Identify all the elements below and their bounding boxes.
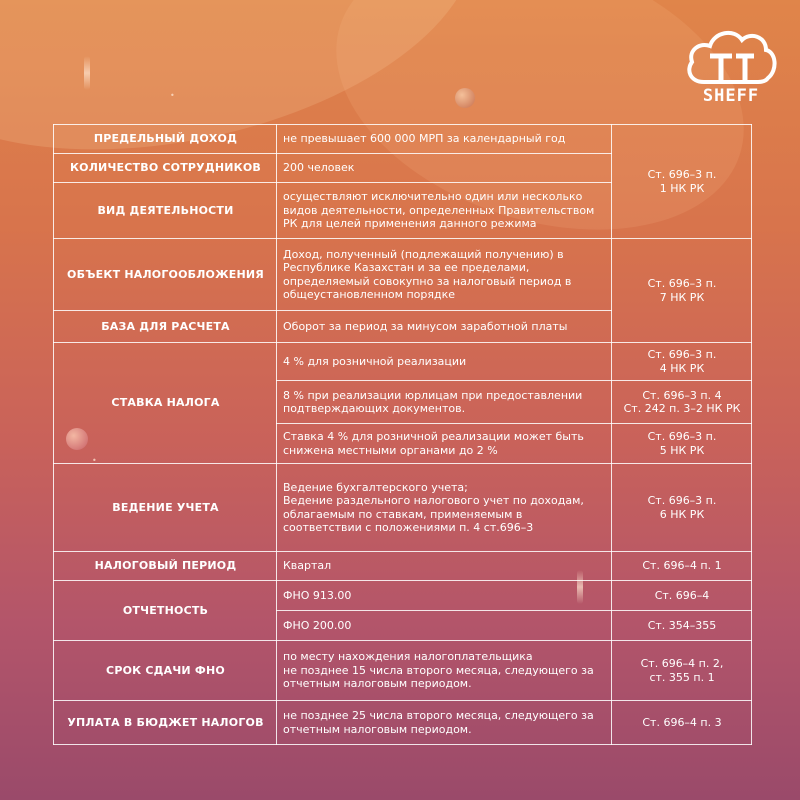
row-description: Оборот за период за минусом заработной платы <box>277 311 612 343</box>
row-reference: Ст. 696–4 <box>612 581 752 611</box>
table-row <box>54 125 752 154</box>
row-reference: Ст. 696–4 п. 3 <box>612 701 752 745</box>
row-label: ВЕДЕНИЕ УЧЕТА <box>54 464 277 552</box>
row-reference: Ст. 696–4 п. 1 <box>612 552 752 581</box>
row-reference: Ст. 696–3 п. 1 НК РК <box>612 125 752 239</box>
row-label: ОТЧЕТНОСТЬ <box>54 581 277 641</box>
row-description: 8 % при реализации юрлицам при предоставлении подтверждающих документов. <box>277 381 612 424</box>
row-label: ОБЪЕКТ НАЛОГООБЛОЖЕНИЯ <box>54 239 277 311</box>
row-label: ПРЕДЕЛЬНЫЙ ДОХОД <box>54 125 277 154</box>
row-label: СРОК СДАЧИ ФНО <box>54 641 277 701</box>
row-description: ФНО 913.00 <box>277 581 612 611</box>
row-label: ВИД ДЕЯТЕЛЬНОСТИ <box>54 183 277 239</box>
sparkle-decoration <box>84 56 90 90</box>
table-row <box>54 464 752 552</box>
row-reference: Ст. 696–3 п. 5 НК РК <box>612 424 752 464</box>
brand-name: SHEFF <box>702 86 760 106</box>
table-row <box>54 581 752 611</box>
row-description: 200 человек <box>277 154 612 183</box>
table-row <box>54 552 752 581</box>
star-decoration: • <box>170 91 175 100</box>
row-description: Доход, полученный (подлежащий получению) в Республике Казахстан и за ее пределами, определяемый совокупно за налоговый период в общеустановленном порядке <box>277 239 612 311</box>
row-label: УПЛАТА В БЮДЖЕТ НАЛОГОВ <box>54 701 277 745</box>
row-label: БАЗА ДЛЯ РАСЧЕТА <box>54 311 277 343</box>
row-description: по месту нахождения налогоплательщика не позднее 15 числа второго месяца, следующего за отчетным налоговым периодом. <box>277 641 612 701</box>
brand-logo <box>684 26 778 116</box>
table-row <box>54 701 752 745</box>
table-row <box>54 239 752 311</box>
row-reference: Ст. 696–3 п. 4 НК РК <box>612 343 752 381</box>
row-description: Ставка 4 % для розничной реализации может быть снижена местными органами до 2 % <box>277 424 612 464</box>
row-reference: Ст. 696–3 п. 7 НК РК <box>612 239 752 343</box>
row-reference: Ст. 354–355 <box>612 611 752 641</box>
row-description: осуществляют исключительно один или несколько видов деятельности, определенных Правительством РК для целей применения данного режима <box>277 183 612 239</box>
row-description: не превышает 600 000 МРП за календарный год <box>277 125 612 154</box>
planet-decoration <box>455 88 475 108</box>
row-label: КОЛИЧЕСТВО СОТРУДНИКОВ <box>54 154 277 183</box>
table-row <box>54 641 752 701</box>
row-reference: Ст. 696–3 п. 4 Ст. 242 п. 3–2 НК РК <box>612 381 752 424</box>
row-description: Квартал <box>277 552 612 581</box>
row-description: не позднее 25 числа второго месяца, следующего за отчетным налоговым периодом. <box>277 701 612 745</box>
row-label: СТАВКА НАЛОГА <box>54 343 277 464</box>
row-description: 4 % для розничной реализации <box>277 343 612 381</box>
row-description: ФНО 200.00 <box>277 611 612 641</box>
table-row <box>54 343 752 381</box>
cloud-icon <box>684 26 778 88</box>
row-label: НАЛОГОВЫЙ ПЕРИОД <box>54 552 277 581</box>
row-description: Ведение бухгалтерского учета; Ведение раздельного налогового учет по доходам, облагаемым по ставкам, применяемым в соответствии с положениями п. 4 ст.696–3 <box>277 464 612 552</box>
star-decoration: • <box>92 456 97 465</box>
row-reference: Ст. 696–3 п. 6 НК РК <box>612 464 752 552</box>
tax-regime-table <box>53 124 752 745</box>
row-reference: Ст. 696–4 п. 2, ст. 355 п. 1 <box>612 641 752 701</box>
